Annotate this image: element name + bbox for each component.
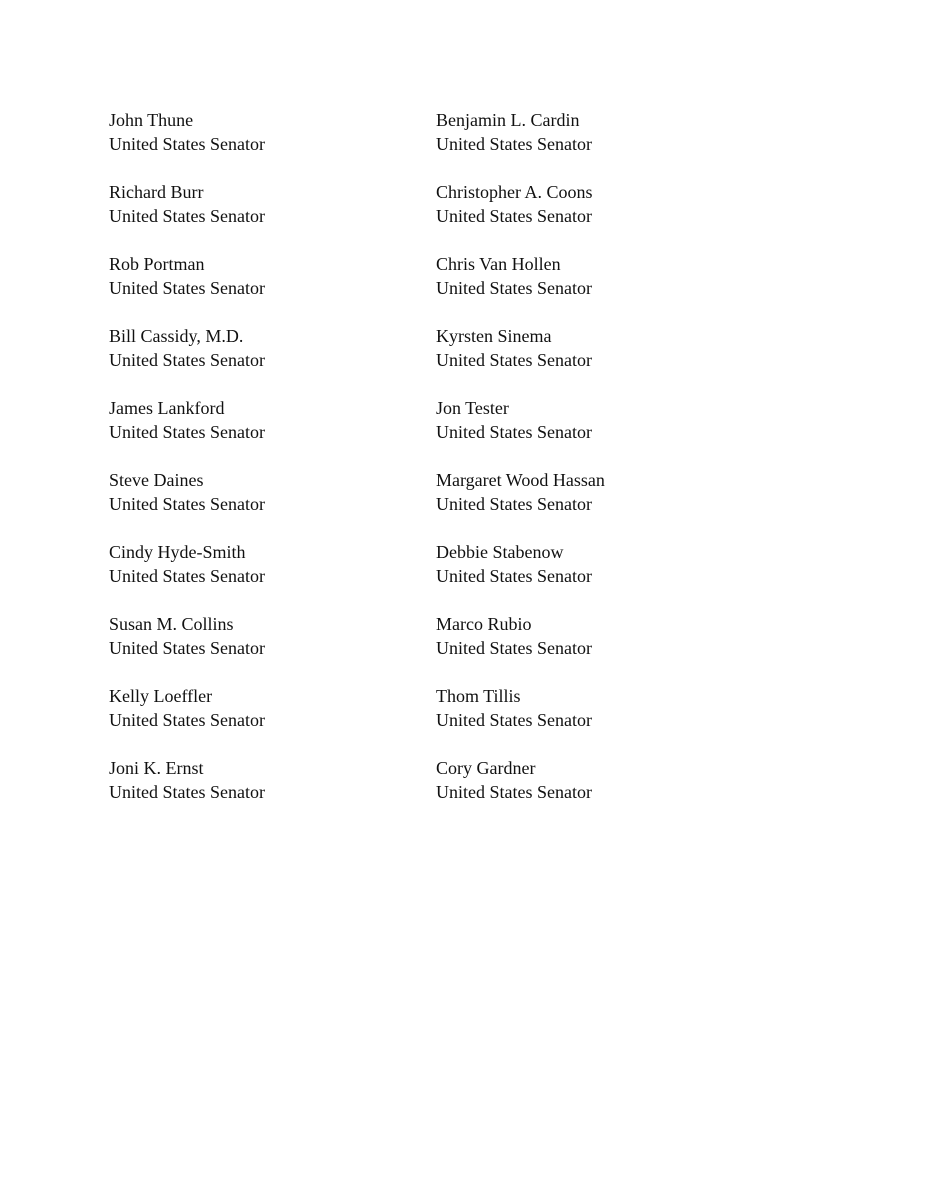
signatory-name: Susan M. Collins <box>109 614 234 634</box>
signature-block <box>109 612 436 684</box>
signatory-row <box>109 180 809 252</box>
signatory-name: Steve Daines <box>109 470 204 490</box>
signatory-name: Rob Portman <box>109 254 205 274</box>
signatory-title: United States Senator <box>436 134 592 154</box>
signatory-title: United States Senator <box>109 278 265 298</box>
signatory-name: Jon Tester <box>436 398 509 418</box>
signatory-name: Christopher A. Coons <box>436 182 593 202</box>
signatory-title: United States Senator <box>436 710 592 730</box>
signature-block <box>109 684 436 756</box>
signatory-name: Richard Burr <box>109 182 204 202</box>
signatory-name: Kyrsten Sinema <box>436 326 552 346</box>
signatory-title: United States Senator <box>109 710 265 730</box>
signatory-list <box>109 108 809 828</box>
signatory-row <box>109 612 809 684</box>
signature-block <box>109 252 436 324</box>
signatory-title: United States Senator <box>436 422 592 442</box>
signatory-name: Benjamin L. Cardin <box>436 110 580 130</box>
signature-block <box>109 180 436 252</box>
signatory-name: Chris Van Hollen <box>436 254 561 274</box>
signatory-name: Cory Gardner <box>436 758 536 778</box>
signatory-name: Marco Rubio <box>436 614 532 634</box>
signatory-row <box>109 252 809 324</box>
signatory-title: United States Senator <box>109 422 265 442</box>
signatory-name: Kelly Loeffler <box>109 686 213 706</box>
signature-block <box>436 684 763 756</box>
signatory-title: United States Senator <box>109 134 265 154</box>
signatory-title: United States Senator <box>436 278 592 298</box>
signatory-title: United States Senator <box>436 638 592 658</box>
signatory-name: Cindy Hyde-Smith <box>109 542 246 562</box>
signature-block <box>436 252 763 324</box>
signatory-row <box>109 468 809 540</box>
signature-block <box>109 540 436 612</box>
signatory-name: Thom Tillis <box>436 686 521 706</box>
signatory-title: United States Senator <box>109 206 265 226</box>
signature-block <box>436 612 763 684</box>
signature-block <box>436 108 763 180</box>
signature-block <box>109 756 436 828</box>
signatory-title: United States Senator <box>109 782 265 802</box>
signatory-name: James Lankford <box>109 398 225 418</box>
signature-block <box>109 108 436 180</box>
signatory-name: Joni K. Ernst <box>109 758 204 778</box>
signatory-name: Bill Cassidy, M.D. <box>109 326 244 346</box>
signature-block <box>436 180 763 252</box>
signatory-name: Debbie Stabenow <box>436 542 564 562</box>
signatory-row <box>109 684 809 756</box>
signatory-title: United States Senator <box>436 494 592 514</box>
signatory-title: United States Senator <box>436 350 592 370</box>
signatory-title: United States Senator <box>436 206 592 226</box>
signatory-title: United States Senator <box>109 350 265 370</box>
signature-block <box>436 324 763 396</box>
signature-block <box>436 396 763 468</box>
signature-block <box>109 396 436 468</box>
signatory-name: John Thune <box>109 110 194 130</box>
signatory-title: United States Senator <box>109 638 265 658</box>
signatory-title: United States Senator <box>109 494 265 514</box>
signature-block <box>436 468 763 540</box>
signature-block <box>109 468 436 540</box>
signatory-name: Margaret Wood Hassan <box>436 470 605 490</box>
signature-block <box>436 540 763 612</box>
signatory-row <box>109 324 809 396</box>
signature-block <box>436 756 763 828</box>
signatory-title: United States Senator <box>109 566 265 586</box>
signatory-row <box>109 108 809 180</box>
signatory-row <box>109 540 809 612</box>
signatory-title: United States Senator <box>436 782 592 802</box>
signatory-row <box>109 396 809 468</box>
signature-block <box>109 324 436 396</box>
signatory-title: United States Senator <box>436 566 592 586</box>
signatory-row <box>109 756 809 828</box>
